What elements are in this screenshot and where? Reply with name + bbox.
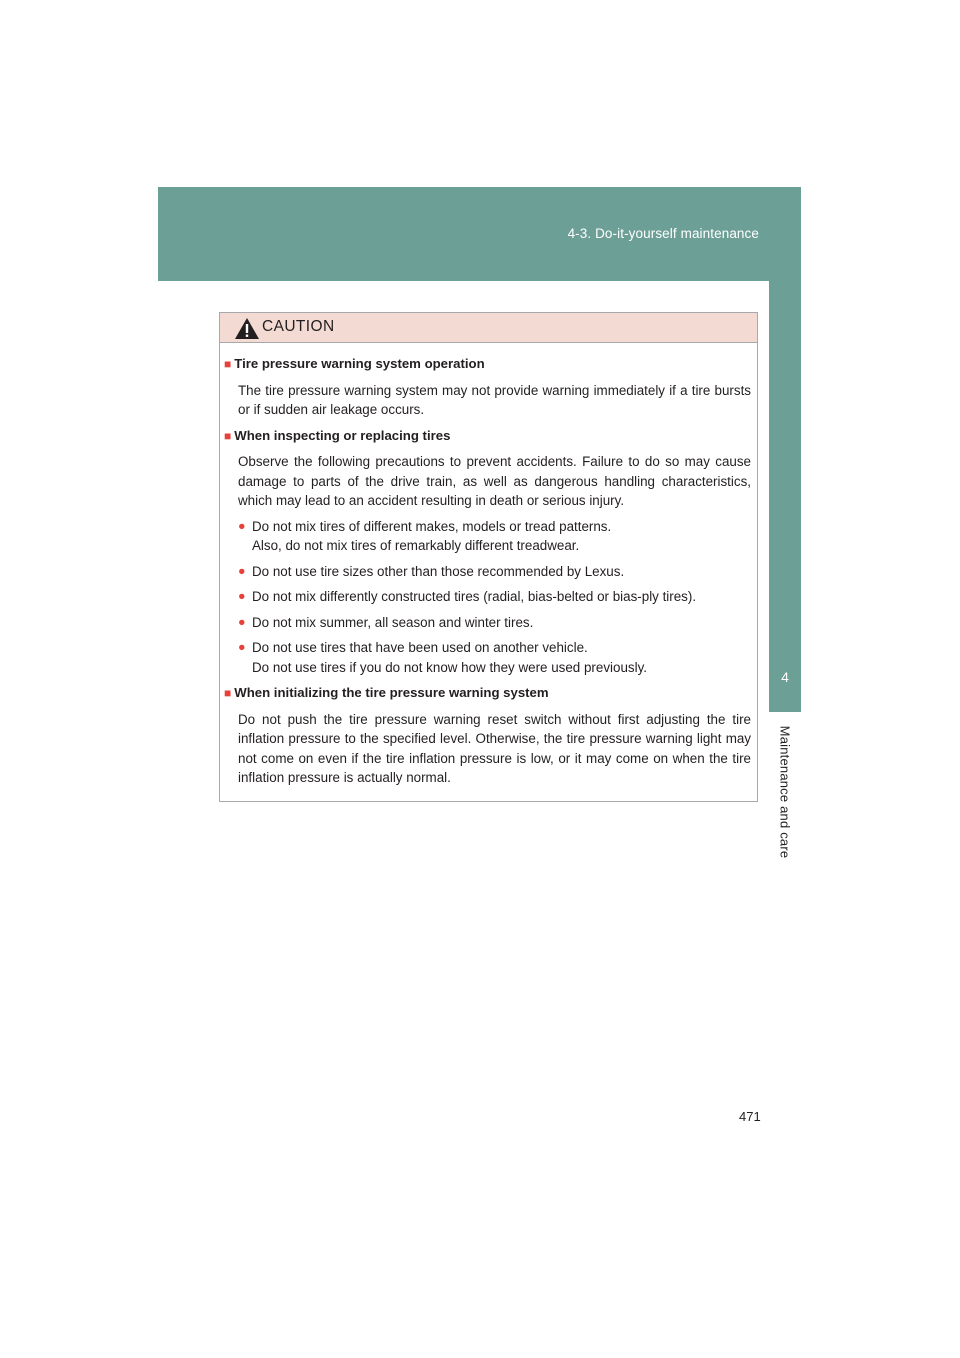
chapter-tab <box>769 281 801 713</box>
caution-section <box>224 426 751 678</box>
red-bullet-icon: ● <box>238 518 246 533</box>
bullet-line: Do not use tires that have been used on another vehicle. <box>252 640 588 655</box>
caution-box <box>219 312 758 802</box>
section-heading <box>224 354 751 375</box>
section-heading-text: Tire pressure warning system operation <box>234 356 485 371</box>
red-bullet-icon: ● <box>238 640 246 654</box>
caution-title: CAUTION <box>262 318 335 335</box>
bullet-item <box>238 562 751 582</box>
bullet-line: Do not mix summer, all season and winter tires. <box>252 614 534 630</box>
bullet-line: Do not mix tires of different makes, models or tread patterns. <box>252 518 612 534</box>
section-paragraph: The tire pressure warning system may not provide warning immediately if a tire bursts or if sudden air leakage occurs. <box>238 382 751 417</box>
bullet-line: Also, do not mix tires of remarkably different treadwear. <box>252 538 580 553</box>
page-number: 471 <box>739 1109 761 1124</box>
chapter-number: 4 <box>781 669 789 685</box>
bullet-line: Do not use tire sizes other than those recommended by Lexus. <box>252 563 625 579</box>
section-title: 4-3. Do-it-yourself maintenance <box>567 226 759 241</box>
bullet-line: Do not mix differently constructed tires (radial, bias-belted or bias-ply tires). <box>252 589 697 604</box>
bullet-text <box>252 587 751 607</box>
section-paragraph: Observe the following precautions to prevent accidents. Failure to do so may cause damage to parts of the drive train, as well as dangerous handling characteristics, which may lead to an accident resulting in death or serious injury. <box>238 454 751 508</box>
caution-header <box>220 313 757 343</box>
bullet-item <box>238 638 751 677</box>
chapter-label: Maintenance and care <box>777 725 793 859</box>
bullet-text <box>252 613 751 633</box>
bullet-text <box>252 517 751 556</box>
caution-body <box>220 343 757 788</box>
caution-section <box>224 683 751 788</box>
section-heading-text: When initializing the tire pressure warning system <box>234 685 549 700</box>
chapter-tab-divider <box>769 712 801 713</box>
section-paragraph: Do not push the tire pressure warning reset switch without first adjusting the tire inflation pressure to the specified level. Otherwise, the tire pressure warning light may not come on even if the tire inflation pressure is low, or it may come on when the tire inflation pressure is actually normal. <box>238 711 751 785</box>
red-bullet-icon: ● <box>238 563 246 578</box>
bullet-item <box>238 517 751 556</box>
red-bullet-icon: ● <box>238 589 246 603</box>
warning-triangle-icon <box>234 317 260 340</box>
bullet-text <box>252 562 751 582</box>
bullet-item <box>238 613 751 633</box>
section-heading-text: When inspecting or replacing tires <box>234 427 451 443</box>
caution-section <box>224 354 751 420</box>
red-bullet-icon: ● <box>238 614 246 629</box>
header-band <box>158 187 801 281</box>
red-square-icon: ■ <box>224 357 232 371</box>
section-heading <box>224 426 751 447</box>
red-square-icon: ■ <box>224 428 232 443</box>
red-square-icon: ■ <box>224 686 232 700</box>
bullet-item <box>238 587 751 607</box>
bullet-text <box>252 638 751 677</box>
section-heading <box>224 683 751 704</box>
bullet-line: Do not use tires if you do not know how they were used previously. <box>252 659 647 675</box>
